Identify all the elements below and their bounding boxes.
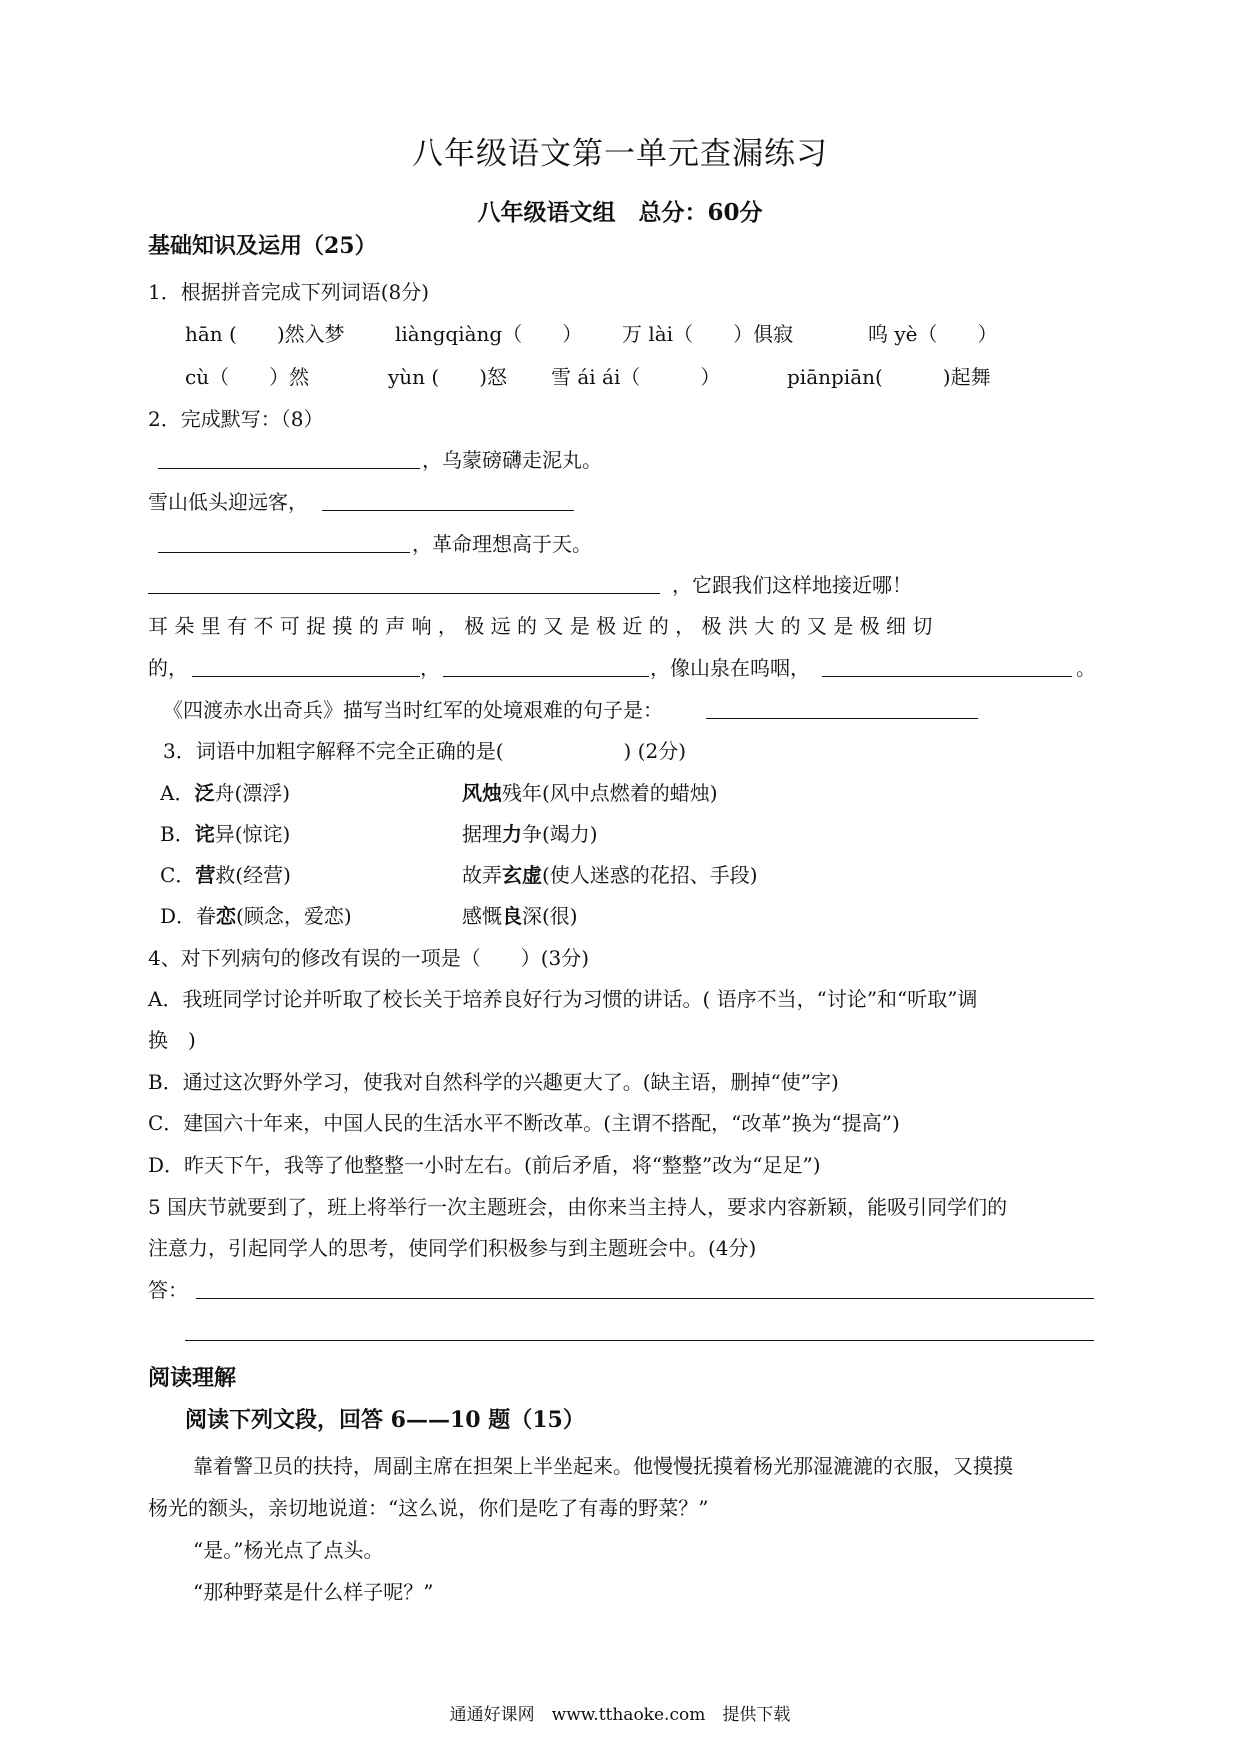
- q1-item: 雪 ái ái（ ）: [551, 365, 721, 389]
- question-4-stem: 4、对下列病句的修改有误的一项是（ ）(3分): [148, 946, 590, 970]
- section-reading: 阅读理解: [148, 1365, 237, 1391]
- answer-blank[interactable]: [148, 593, 660, 594]
- answer-label: 答：: [148, 1278, 188, 1302]
- poem-line-part: 的，: [148, 656, 188, 680]
- q3-option-c-2: 故弄玄虚(使人迷惑的花招、手段): [462, 863, 758, 887]
- answer-blank[interactable]: [192, 676, 420, 677]
- poem-line: ，革命理想高于天。: [412, 532, 592, 556]
- q1-item: liàngqiàng（ ）: [395, 322, 583, 346]
- answer-line[interactable]: [185, 1340, 1094, 1341]
- answer-blank[interactable]: [443, 676, 649, 677]
- q4-option-b[interactable]: B．通过这次野外学习，使我对自然科学的兴趣更大了。(缺主语，删掉“使”字): [148, 1070, 839, 1094]
- page-title: 八年级语文第一单元查漏练习: [412, 136, 828, 172]
- q1-item: 呜 yè（ ）: [868, 322, 998, 346]
- passage-line: “那种野菜是什么样子呢？”: [193, 1580, 434, 1604]
- q4-option-c[interactable]: C．建国六十年来，中国人民的生活水平不断改革。(主谓不搭配，“改革”换为“提高”): [148, 1111, 900, 1135]
- poem-line: 雪山低头迎远客，: [148, 490, 308, 514]
- q3-option-b-2: 据理力争(竭力): [462, 822, 598, 846]
- q3-option-c[interactable]: C．营救(经营): [160, 863, 291, 887]
- answer-blank[interactable]: [706, 718, 978, 719]
- question-5-stem: 5 国庆节就要到了，班上将举行一次主题班会，由你来当主持人，要求内容新颖，能吸引同学们的: [148, 1195, 1008, 1219]
- q4-option-a[interactable]: A．我班同学讨论并听取了校长关于培养良好行为习惯的讲话。( 语序不当，“讨论”和“听取”调: [148, 987, 978, 1011]
- q3-option-a[interactable]: A．泛舟(漂浮): [160, 781, 291, 805]
- q1-item: yùn ( )怒: [388, 365, 508, 389]
- poem-question: 《四渡赤水出奇兵》描写当时红军的处境艰难的句子是：: [163, 698, 663, 722]
- q1-item: hān ( )然入梦: [185, 322, 345, 346]
- answer-blank[interactable]: [322, 510, 574, 511]
- q3-option-d-2: 感慨良深(很): [462, 904, 578, 928]
- question-1-stem: 1．根据拼音完成下列词语(8分): [148, 280, 430, 304]
- answer-line[interactable]: [196, 1298, 1094, 1299]
- question-2-stem: 2．完成默写：（8）: [148, 407, 324, 431]
- poem-line-part: ，像山泉在呜咽，: [650, 656, 810, 680]
- answer-blank[interactable]: [822, 676, 1072, 677]
- poem-line-part: ，: [420, 656, 440, 680]
- poem-line: ，它跟我们这样地接近哪！: [672, 573, 912, 597]
- answer-blank[interactable]: [158, 468, 420, 469]
- section-basic-knowledge: 基础知识及运用（25）: [148, 233, 377, 259]
- passage-line: 杨光的额头，亲切地说道：“这么说，你们是吃了有毒的野菜？”: [148, 1496, 709, 1520]
- page-subtitle: 八年级语文组 总分：60分: [477, 199, 763, 226]
- poem-line: 耳 朵 里 有 不 可 捉 摸 的 声 响 ， 极 远 的 又 是 极 近 的 ， 极 洪 大 的 又 是 极 细 切: [148, 614, 933, 638]
- question-3-stem: 3．词语中加粗字解释不完全正确的是( ) (2分): [163, 739, 687, 763]
- question-5-stem-cont: 注意力，引起同学人的思考，使同学们积极参与到主题班会中。(4分): [148, 1236, 757, 1260]
- q1-item: piānpiān( )起舞: [787, 365, 991, 389]
- poem-line: ，乌蒙磅礴走泥丸。: [422, 448, 602, 472]
- q1-item: cù（ ）然: [185, 365, 310, 389]
- answer-blank[interactable]: [158, 552, 410, 553]
- reading-instructions: 阅读下列文段，回答 6——10 题（15）: [185, 1407, 585, 1433]
- q3-option-a-2: 风烛残年(风中点燃着的蜡烛): [462, 781, 718, 805]
- q1-item: 万 lài（ ）俱寂: [622, 322, 794, 346]
- footer-source: 通通好课网 www.tthaoke.com 提供下载: [449, 1705, 791, 1725]
- passage-line: 靠着警卫员的扶持，周副主席在担架上半坐起来。他慢慢抚摸着杨光那湿漉漉的衣服，又摸摸: [193, 1454, 1013, 1478]
- q4-option-d[interactable]: D．昨天下午，我等了他整整一小时左右。(前后矛盾，将“整整”改为“足足”): [148, 1153, 821, 1177]
- passage-line: “是。”杨光点了点头。: [193, 1538, 384, 1562]
- poem-line-part: 。: [1076, 656, 1096, 680]
- q4-option-a-cont: 换 ): [148, 1028, 196, 1052]
- q3-option-d[interactable]: D．眷恋(顾念，爱恋): [160, 904, 352, 928]
- q3-option-b[interactable]: B．诧异(惊诧): [160, 822, 291, 846]
